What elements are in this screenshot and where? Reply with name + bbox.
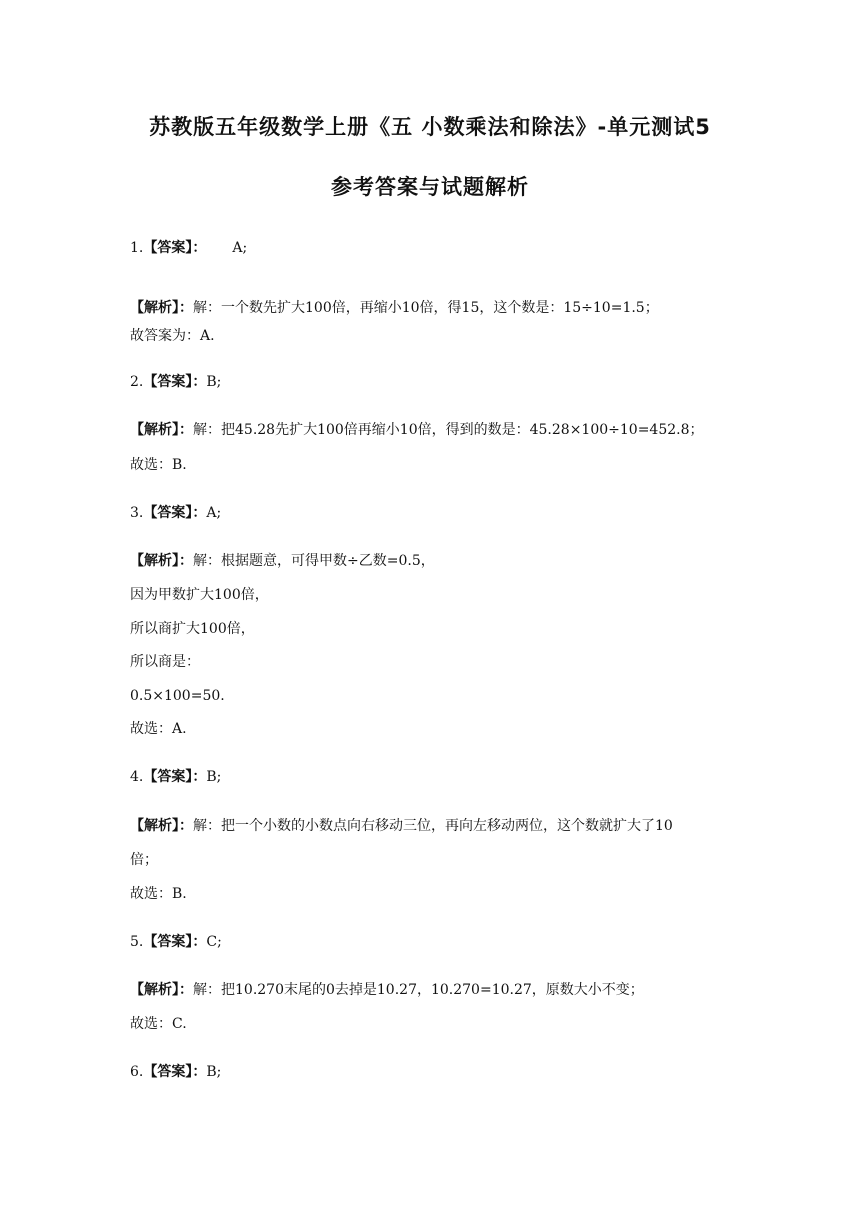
document-title: 苏教版五年级数学上册《五 小数乘法和除法》-单元测试5 [149, 115, 711, 139]
question-number: 6. [130, 1064, 144, 1080]
answer-value: A; [206, 505, 222, 521]
answer-value: C; [206, 934, 222, 950]
analysis-line-1-1 [130, 298, 659, 318]
analysis-label: 【解析】 [130, 300, 179, 316]
analysis-label: 【解析】 [130, 553, 179, 569]
analysis-label: 【解析】 [130, 818, 179, 834]
answer-value: A; [232, 240, 248, 256]
analysis-text: 解：一个数先扩大100倍，再缩小10倍，得15，这个数是：15÷10=1.5； [193, 300, 659, 316]
analysis-label: 【解析】 [130, 982, 179, 998]
answer-line-5 [130, 932, 222, 952]
answer-line-2 [130, 372, 221, 392]
question-number: 5. [130, 934, 144, 950]
analysis-line-3-5: 0.5×100=50. [130, 688, 225, 704]
analysis-line-3-4: 所以商是： [130, 654, 200, 670]
answer-label: 【答案】 [143, 934, 193, 950]
analysis-text: 解：把10.270末尾的0去掉是10.27，10.270=10.27，原数大小不变； [193, 982, 644, 998]
analysis-line-1-2: 故答案为：A. [130, 328, 215, 344]
analysis-line-4-2: 倍； [130, 852, 158, 868]
analysis-colon: ： [179, 982, 193, 998]
analysis-line-3-3: 所以商扩大100倍， [130, 621, 255, 637]
analysis-line-3-6: 故选：A. [130, 721, 187, 737]
answer-label: 【答案】 [143, 374, 193, 390]
answer-colon: ： [192, 769, 207, 785]
analysis-colon: ： [179, 300, 193, 316]
analysis-line-3-1 [130, 551, 435, 571]
question-number: 1. [130, 240, 144, 256]
question-number: 3. [130, 505, 144, 521]
analysis-text: 解：把一个小数的小数点向右移动三位，再向左移动两位，这个数就扩大了10 [193, 818, 673, 834]
analysis-colon: ： [179, 818, 193, 834]
answer-colon: ： [192, 374, 207, 390]
analysis-line-4-3: 故选：B. [130, 886, 187, 902]
document-subtitle: 参考答案与试题解析 [331, 175, 529, 199]
answer-colon: ： [192, 1064, 207, 1080]
answer-value: B; [206, 374, 222, 390]
answer-label: 【答案】 [143, 769, 193, 785]
question-number: 2. [130, 374, 144, 390]
answer-line-4 [130, 767, 221, 787]
analysis-colon: ： [179, 553, 193, 569]
analysis-line-5-1 [130, 980, 644, 1000]
analysis-line-5-2: 故选：C. [130, 1016, 187, 1032]
answer-line-6 [130, 1062, 221, 1082]
answer-value: B; [206, 1064, 222, 1080]
analysis-label: 【解析】 [130, 422, 179, 438]
answer-label: 【答案】 [143, 505, 193, 521]
analysis-text: 解：把45.28先扩大100倍再缩小10倍，得到的数是：45.28×100÷10=452.8； [193, 422, 704, 438]
answer-line-1 [130, 238, 247, 258]
analysis-line-2-2: 故选：B. [130, 457, 187, 473]
analysis-colon: ： [179, 422, 193, 438]
answer-colon: ： [192, 934, 207, 950]
answer-colon: ： [192, 240, 207, 256]
answer-label: 【答案】 [143, 1064, 193, 1080]
analysis-line-2-1 [130, 420, 704, 440]
answer-label: 【答案】 [143, 240, 193, 256]
answer-value: B; [206, 769, 222, 785]
analysis-text: 解：根据题意，可得甲数÷乙数=0.5， [193, 553, 435, 569]
answer-colon: ： [192, 505, 207, 521]
analysis-line-4-1 [130, 816, 673, 836]
answer-line-3 [130, 503, 221, 523]
analysis-line-3-2: 因为甲数扩大100倍， [130, 587, 269, 603]
question-number: 4. [130, 769, 144, 785]
